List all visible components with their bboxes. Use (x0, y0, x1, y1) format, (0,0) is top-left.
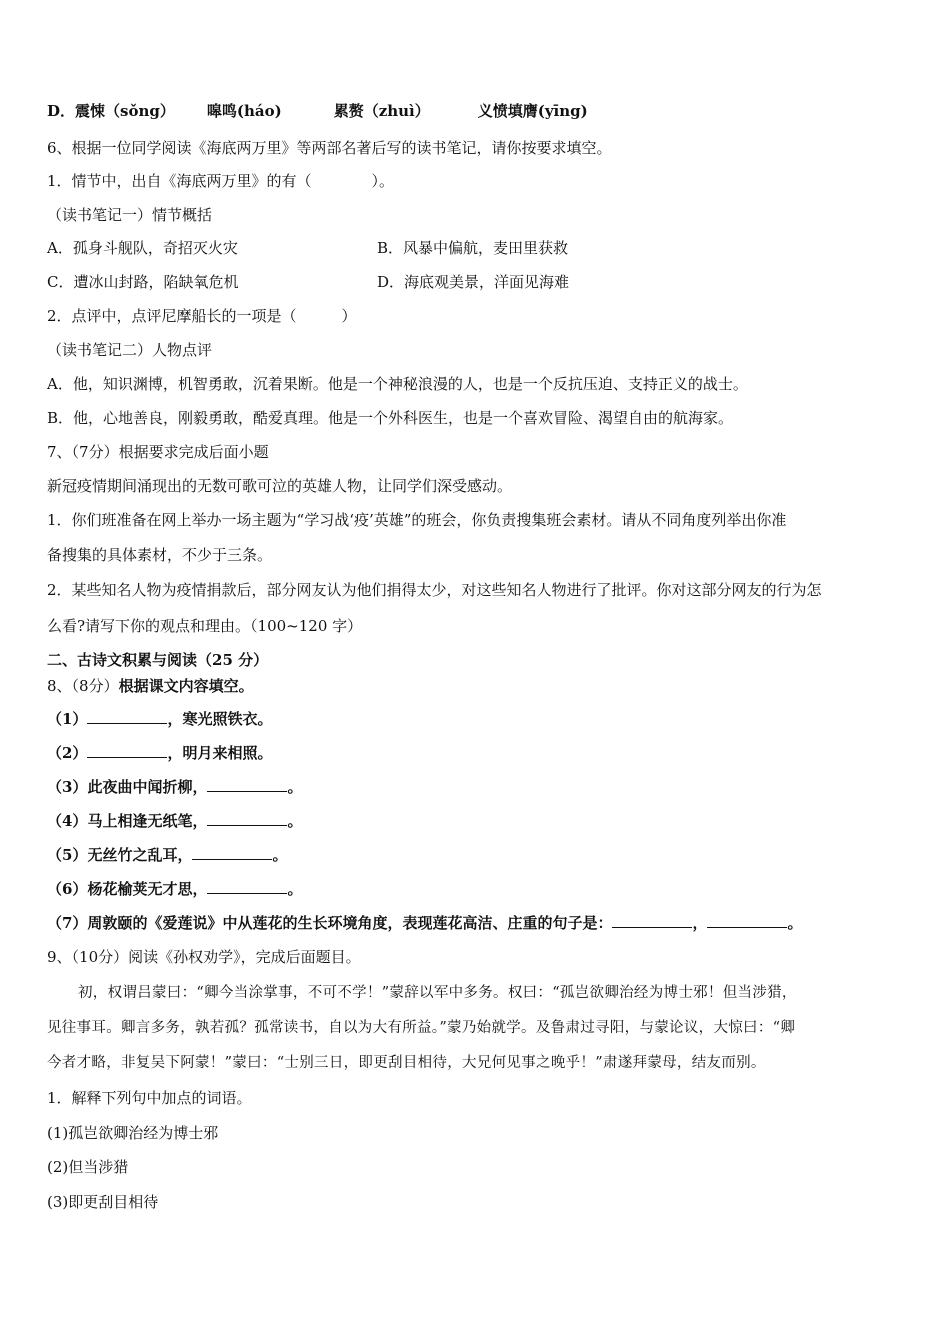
q7-sub1-line1: 1．你们班准备在网上举办一场主题为“学习战‘疫’英雄”的班会，你负责搜集班会素材。请从不同角度列举出你准 (47, 511, 787, 529)
q6-sub1: 1．情节中，出自《海底两万里》的有（ ）。 (47, 172, 395, 190)
answer-blank[interactable] (207, 777, 287, 792)
option-label: D． (47, 102, 76, 120)
q7-stem: 7、（7分）根据要求完成后面小题 (47, 443, 269, 461)
q7-sub1-line2: 备搜集的具体素材，不少于三条。 (47, 546, 273, 564)
answer-blank[interactable] (207, 811, 287, 826)
answer-blank[interactable] (207, 879, 287, 894)
word-3: 累赘（zhuì） (333, 102, 430, 120)
q8-item-1 (47, 709, 910, 729)
item-number: （1） (47, 710, 88, 728)
q8-item-4 (47, 811, 910, 831)
item-before: 杨花榆荚无才思， (87, 880, 208, 898)
q6-options-row1 (47, 238, 910, 258)
q6-stem: 6、根据一位同学阅读《海底两万里》等两部名著后写的读书笔记，请你按要求填空。 (47, 139, 612, 157)
item-after: 。 (272, 846, 288, 864)
q6-note2: （读书笔记二）人物点评 (47, 341, 213, 359)
passage-line-3: 今者才略，非复吴下阿蒙！”蒙曰：“士别三日，即更刮目相待，大兄何见事之晚乎！”肃遂拜蒙母，结友而别。 (47, 1055, 766, 1071)
q9-sentence-1: (1)孤岂欲卿治经为博士邪 (47, 1124, 219, 1142)
item-number: （3） (47, 778, 88, 796)
q9-sub1: 1．解释下列句中加点的词语。 (47, 1089, 252, 1107)
q8-stem-prefix: 8、（8分） (47, 677, 119, 695)
q6-option-d: D．海底观美景，洋面见海难 (377, 273, 570, 291)
q8-item-2 (47, 743, 910, 763)
answer-blank[interactable] (87, 709, 167, 724)
item-number: （2） (47, 744, 88, 762)
q6-options-row2 (47, 272, 910, 292)
q8-stem (47, 676, 910, 696)
answer-blank[interactable] (192, 845, 272, 860)
passage-line-1: 初，权谓吕蒙曰：“卿今当涂掌事，不可不学！”蒙辞以军中多务。权曰：“孤岂欲卿治经为博士邪！但当涉猎， (78, 985, 797, 1001)
item-text: （7）周敦颐的《爱莲说》中从莲花的生长环境角度，表现莲花高洁、庄重的句子是： (47, 914, 613, 932)
q6-option-b: B．风暴中偏航，麦田里获救 (377, 239, 569, 257)
q6-note1: （读书笔记一）情节概括 (47, 206, 213, 224)
item-before: 此夜曲中闻折柳， (87, 778, 208, 796)
q6-eval-a: A．他，知识渊博，机智勇敢，沉着果断。他是一个神秘浪漫的人，也是一个反抗压迫、支持正义的战士。 (47, 375, 748, 393)
item-after: 。 (287, 778, 303, 796)
item-separator: ， (692, 914, 708, 932)
q8-item-6 (47, 879, 910, 899)
answer-blank[interactable] (87, 743, 167, 758)
word-2: 嗥鸣(háo) (206, 102, 282, 120)
q6-option-c: C．遭冰山封路，陷缺氧危机 (47, 273, 239, 291)
item-after: 。 (287, 880, 303, 898)
item-end: 。 (787, 914, 803, 932)
q7-sub2-line2: 么看?请写下你的观点和理由。（100~120 字） (47, 617, 363, 635)
section-2-title: 二、古诗文积累与阅读（25 分） (47, 651, 269, 669)
q7-sub2-line1: 2．某些知名人物为疫情捐款后，部分网友认为他们捐得太少，对这些知名人物进行了批评。你对这部分网友的行为怎 (47, 581, 822, 599)
q6-option-a: A．孤身斗舰队，奇招灭火灾 (47, 239, 238, 257)
item-before: 马上相逢无纸笔， (87, 812, 208, 830)
q9-sentence-2: (2)但当涉猎 (47, 1158, 129, 1176)
item-number: （5） (47, 846, 88, 864)
item-after: ，明月来相照。 (167, 744, 273, 762)
item-number: （4） (47, 812, 88, 830)
answer-blank[interactable] (707, 913, 787, 928)
answer-blank[interactable] (612, 913, 692, 928)
q9-stem: 9、（10分）阅读《孙权劝学》，完成后面题目。 (47, 948, 361, 966)
item-number: （6） (47, 880, 88, 898)
q8-item-5 (47, 845, 910, 865)
q8-item-7 (47, 913, 910, 933)
word-1: 震悚（sǒng） (75, 102, 175, 120)
passage-line-2: 见往事耳。卿言多务，孰若孤？孤常读书，自以为大有所益。”蒙乃始就学。及鲁肃过寻阳，与蒙论议，大惊曰：“卿 (47, 1020, 796, 1036)
word-4: 义愤填膺(yīng) (477, 102, 588, 120)
q6-eval-b: B．他，心地善良，刚毅勇敢，酷爱真理。他是一个外科医生，也是一个喜欢冒险、渴望自由的航海家。 (47, 409, 734, 427)
q5-option-d (47, 101, 910, 121)
q8-stem-text: 根据课文内容填空。 (118, 677, 254, 695)
q7-intro: 新冠疫情期间涌现出的无数可歌可泣的英雄人物，让同学们深受感动。 (47, 477, 513, 495)
item-before: 无丝竹之乱耳， (87, 846, 193, 864)
item-after: 。 (287, 812, 303, 830)
q8-item-3 (47, 777, 910, 797)
item-after: ，寒光照铁衣。 (167, 710, 273, 728)
q6-sub2: 2．点评中，点评尼摩船长的一项是（ ） (47, 307, 357, 325)
q9-sentence-3: (3)即更刮目相待 (47, 1193, 159, 1211)
